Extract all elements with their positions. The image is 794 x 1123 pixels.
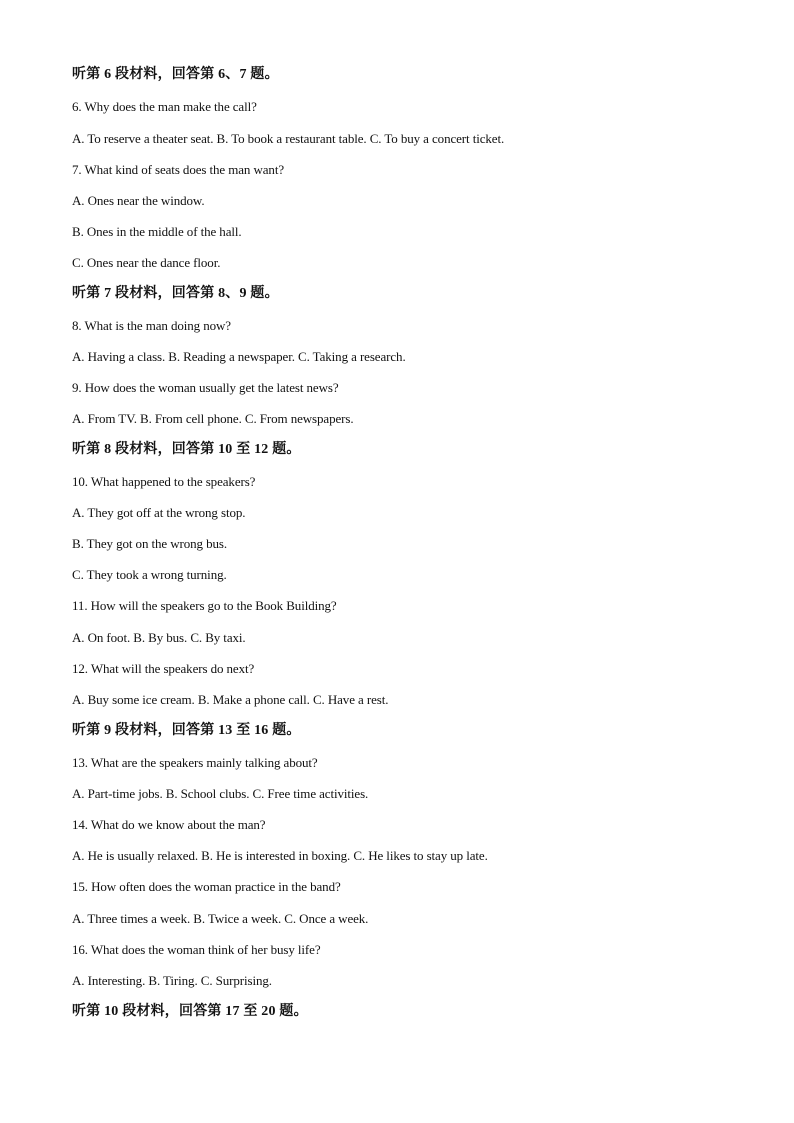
question-text: 10. What happened to the speakers? [72, 474, 256, 489]
answer-option: A. Ones near the window. [72, 193, 205, 208]
answer-options: A. From TV. B. From cell phone. C. From newspapers. [72, 411, 354, 426]
question-text: 11. How will the speakers go to the Book Building? [72, 598, 337, 613]
answer-option: A. They got off at the wrong stop. [72, 505, 246, 520]
question-text: 16. What does the woman think of her busy life? [72, 942, 321, 957]
answer-option: B. Ones in the middle of the hall. [72, 224, 242, 239]
answer-option: C. Ones near the dance floor. [72, 255, 221, 270]
section-heading: 听第 8 段材料，回答第 10 至 12 题。 [72, 442, 301, 457]
answer-options: A. Buy some ice cream. B. Make a phone call. C. Have a rest. [72, 692, 389, 707]
answer-options: A. Having a class. B. Reading a newspaper. C. Taking a research. [72, 349, 406, 364]
section-heading: 听第 10 段材料，回答第 17 至 20 题。 [72, 1004, 308, 1019]
answer-options: A. On foot. B. By bus. C. By taxi. [72, 630, 246, 645]
answer-options: A. Three times a week. B. Twice a week. C. Once a week. [72, 911, 369, 926]
answer-options: A. To reserve a theater seat. B. To book a restaurant table. C. To buy a concert ticket. [72, 131, 505, 146]
answer-options: A. Part-time jobs. B. School clubs. C. Free time activities. [72, 786, 369, 801]
answer-options: A. He is usually relaxed. B. He is interested in boxing. C. He likes to stay up late. [72, 848, 488, 863]
answer-options: A. Interesting. B. Tiring. C. Surprising. [72, 973, 272, 988]
question-text: 7. What kind of seats does the man want? [72, 162, 285, 177]
section-heading: 听第 7 段材料，回答第 8、9 题。 [72, 286, 279, 301]
question-text: 9. How does the woman usually get the latest news? [72, 380, 339, 395]
question-text: 8. What is the man doing now? [72, 318, 231, 333]
question-text: 6. Why does the man make the call? [72, 99, 257, 114]
question-text: 13. What are the speakers mainly talking about? [72, 755, 318, 770]
answer-option: B. They got on the wrong bus. [72, 536, 228, 551]
section-heading: 听第 6 段材料，回答第 6、7 题。 [72, 67, 279, 82]
answer-option: C. They took a wrong turning. [72, 567, 227, 582]
section-heading: 听第 9 段材料，回答第 13 至 16 题。 [72, 723, 301, 738]
question-text: 14. What do we know about the man? [72, 817, 266, 832]
question-text: 15. How often does the woman practice in the band? [72, 879, 341, 894]
question-text: 12. What will the speakers do next? [72, 661, 255, 676]
